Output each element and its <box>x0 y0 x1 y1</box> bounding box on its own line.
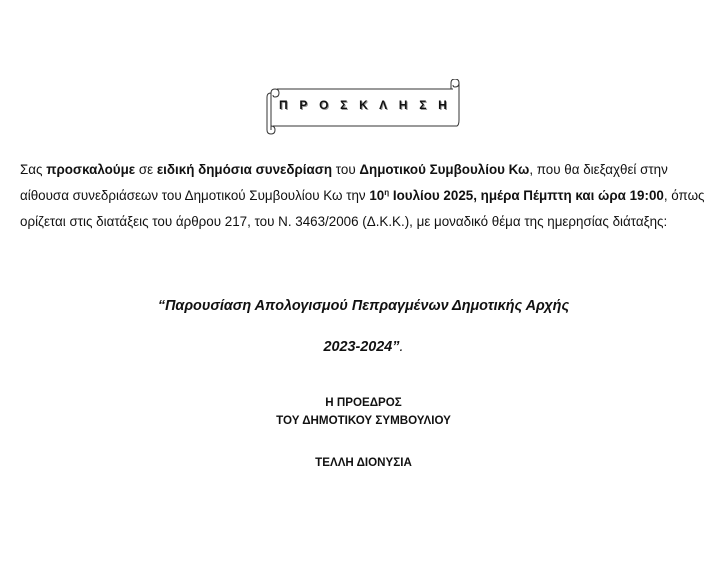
invitation-paragraph <box>20 157 710 235</box>
text-segment: , που θα διεξαχθεί στην αίθουσα συνεδριάσεων του Δημοτικού Συμβουλίου Κω την <box>20 162 668 203</box>
bold-date-time: Ιουλίου 2025, ημέρα Πέμπτη και ώρα 19:00 <box>389 188 664 203</box>
ordinal-suffix: η <box>384 188 390 197</box>
scroll-banner <box>265 79 465 135</box>
topic-years: 2023-2024” <box>323 339 400 355</box>
topic-line-2 <box>0 339 727 355</box>
topic-period: . <box>399 339 404 355</box>
bold-meeting-type: ειδική δημόσια συνεδρίαση <box>156 162 333 177</box>
bold-day-number: 10 <box>369 188 385 203</box>
signature-role-line-1: Η ΠΡΟΕΔΡΟΣ <box>325 396 402 409</box>
bold-invite: προσκαλούμε <box>46 162 136 177</box>
bold-council-name: Δημοτικού Συμβουλίου Κω <box>359 162 530 177</box>
topic-line-1: “Παρουσίαση Απολογισμού Πεπραγμένων Δημοτικής Αρχής <box>157 298 570 314</box>
text-segment: Σας <box>20 162 47 177</box>
text-segment: , όπως ορίζεται στις διατάξεις του άρθρου 217, του Ν. 3463/2006 (Δ.Κ.Κ.), με μοναδικό θέμα της ημερησίας διάταξης: <box>20 188 705 229</box>
text-segment: σε <box>135 162 157 177</box>
signature-role-line-2: ΤΟΥ ΔΗΜΟΤΙΚΟΥ ΣΥΜΒΟΥΛΙΟΥ <box>276 414 451 427</box>
document-title: Π Ρ Ο Σ Κ Λ Η Σ Η <box>278 98 452 112</box>
text-segment: του <box>332 162 360 177</box>
signature-name: ΤΕΛΛΗ ΔΙΟΝΥΣΙΑ <box>315 456 412 469</box>
